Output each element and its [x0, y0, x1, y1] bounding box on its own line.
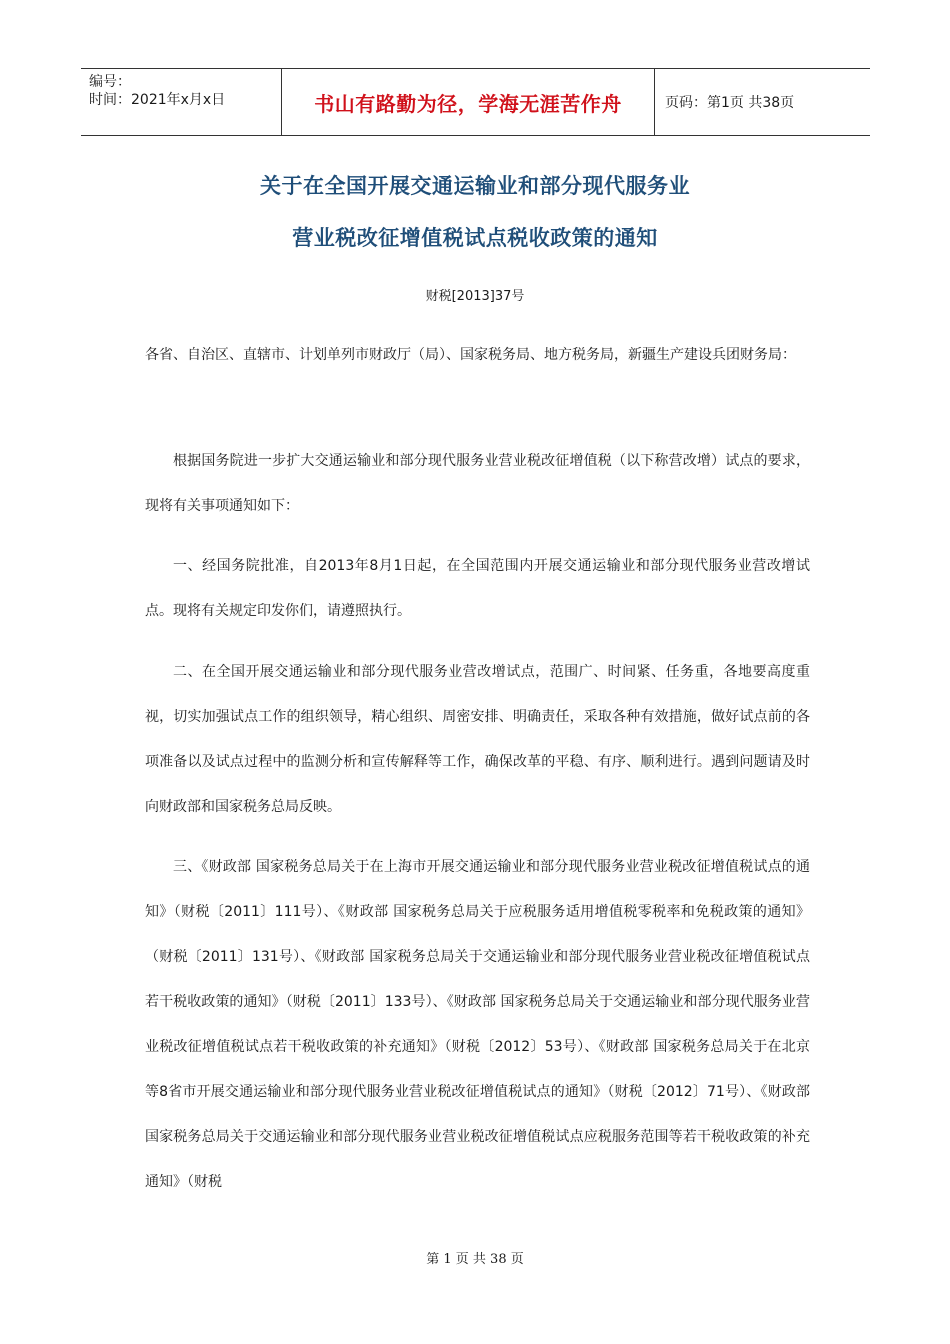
number-label: 编号： — [89, 74, 131, 90]
paragraph-3: 三、《财政部 国家税务总局关于在上海市开展交通运输业和部分现代服务业营业税改征增值税试点的通知》（财税〔2011〕111号）、《财政部 国家税务总局关于应税服务适用增值税零税率和免税政策的通知》（财税〔2011〕131号）、《财政部 国家税务总局关于交通运输业和部分现代服务业营业税改征增值税试点若干税收政策的通知》（财税〔2011〕133号）、《财政部 国家税务总局关于交通运输业和部分现代服务业营业税改征增值税试点若干税收政策的补充通知》（财税〔2012〕53号）、《财政部 国家税务总局关于在北京等8省市开展交通运输业和部分现代服务业营业税改征增值税试点的通知》（财税〔2012〕71号）、《财政部 国家税务总局关于交通运输业和部分现代服务业营业税改征增值税试点应税服务范围等若干税收政策的补充通知》（财税 — [145, 859, 810, 1190]
addressee: 各省、自治区、直辖市、计划单列市财政厅（局）、国家税务局、地方税务局，新疆生产建设兵团财务局： — [145, 347, 796, 363]
header-meta — [81, 69, 282, 135]
time-label: 时间：2021年x月x日 — [89, 92, 226, 108]
document-number: 财税[2013]37号 — [425, 289, 525, 304]
document-header — [81, 68, 870, 136]
paragraph-1: 一、经国务院批准，自2013年8月1日起，在全国范围内开展交通运输业和部分现代服务业营改增试点。现将有关规定印发你们，请遵照执行。 — [145, 558, 810, 619]
title-line-1: 关于在全国开展交通运输业和部分现代服务业 — [260, 174, 690, 198]
intro-paragraph: 根据国务院进一步扩大交通运输业和部分现代服务业营业税改征增值税（以下称营改增）试点的要求，现将有关事项通知如下： — [145, 453, 810, 514]
page-info: 页码：第1页 共38页 — [665, 95, 795, 111]
paragraph-2: 二、在全国开展交通运输业和部分现代服务业营改增试点，范围广、时间紧、任务重，各地要高度重视，切实加强试点工作的组织领导，精心组织、周密安排、明确责任，采取各种有效措施，做好试点前的各项准备以及试点过程中的监测分析和宣传解释等工作，确保改革的平稳、有序、顺利进行。遇到问题请及时向财政部和国家税务总局反映。 — [145, 664, 810, 815]
header-page-cell — [655, 69, 870, 135]
header-motto-cell — [282, 69, 655, 135]
title-line-2: 营业税改征增值税试点税收政策的通知 — [292, 226, 658, 250]
page-footer: 第 1 页 共 38 页 — [426, 1252, 524, 1267]
motto: 书山有路勤为径，学海无涯苦作舟 — [314, 91, 622, 116]
